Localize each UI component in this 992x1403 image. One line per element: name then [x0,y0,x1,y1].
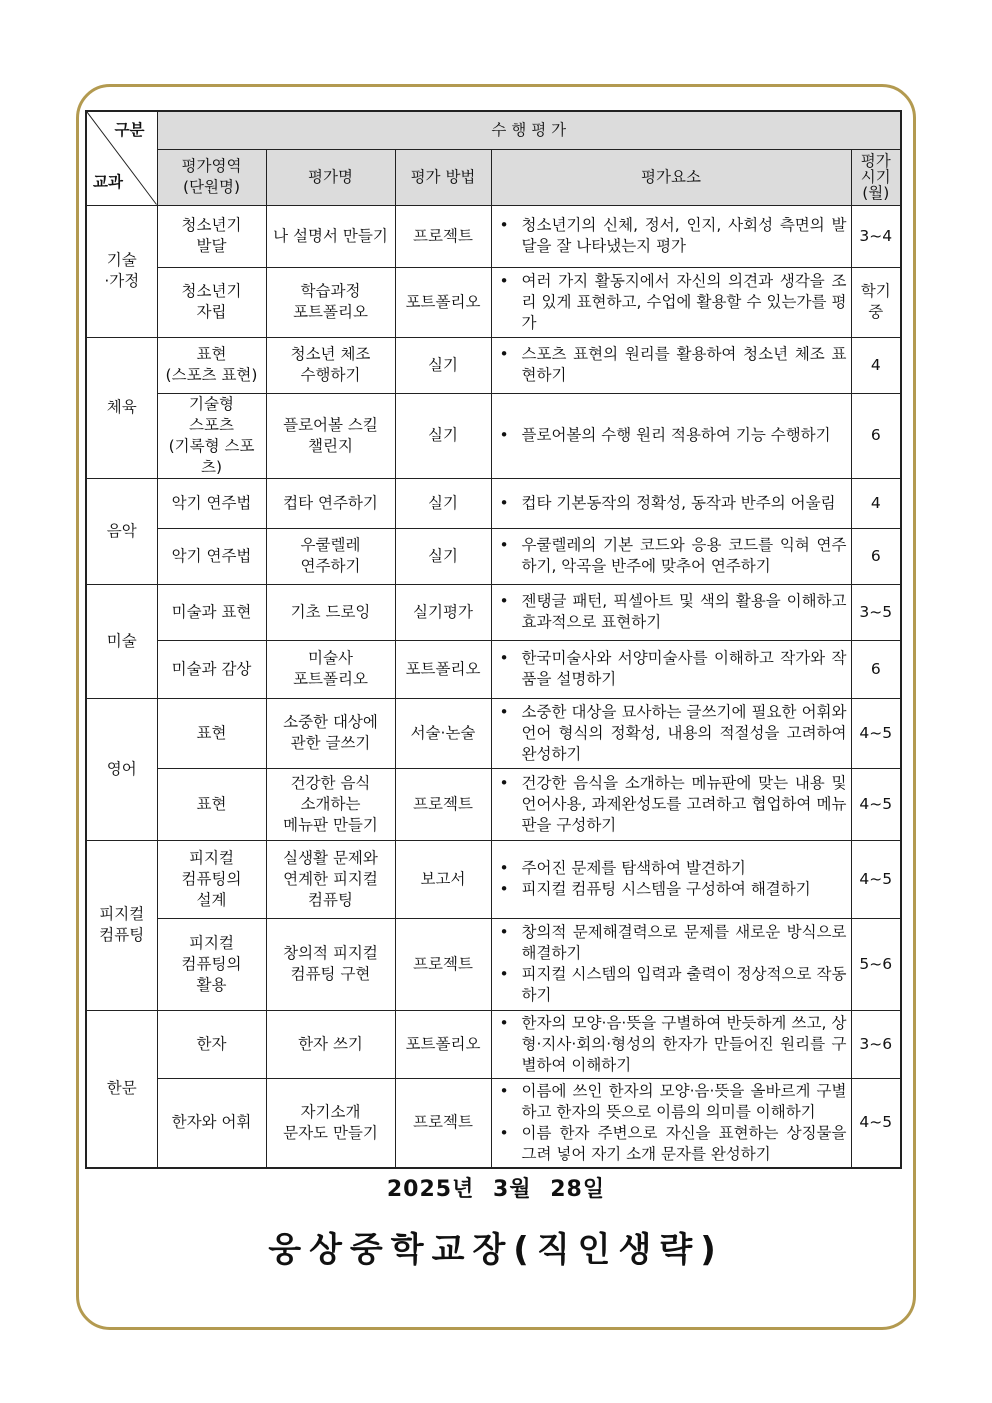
elements-list [496,1081,847,1165]
element-item: • 여러 가지 활동지에서 자신의 의견과 생각을 조리 있게 표현하고, 수업에 활용할 수 있는가를 평가 [522,271,847,334]
title-cell: 창의적 피지컬 컴퓨팅 구현 [266,918,395,1010]
title-cell: 우쿨렐레 연주하기 [266,528,395,584]
column-title: 평가명 [266,149,395,205]
element-item: • 우쿨렐레의 기본 코드와 응용 코드를 익혀 연주하기, 악곡을 반주에 맞추어 연주하기 [522,535,847,577]
element-item: • 피지컬 컴퓨팅 시스템을 구성하여 해결하기 [522,879,847,900]
element-item: • 창의적 문제해결력으로 문제를 새로운 방식으로 해결하기 [522,922,847,964]
title-cell: 미술사 포트폴리오 [266,640,395,698]
element-item: • 스포츠 표현의 원리를 활용하여 청소년 체조 표현하기 [522,344,847,386]
period-cell: 4~5 [851,768,901,840]
method-cell: 프로젝트 [395,205,491,267]
table-row [86,1010,901,1078]
element-item: • 플로어볼의 수행 원리 적용하여 기능 수행하기 [522,425,847,446]
method-cell: 보고서 [395,840,491,918]
title-cell: 플로어볼 스킬 챌린지 [266,393,395,478]
period-cell: 3~4 [851,205,901,267]
period-cell: 3~5 [851,584,901,640]
elements-cell [491,205,851,267]
period-cell: 5~6 [851,918,901,1010]
column-elements: 평가요소 [491,149,851,205]
subject-cell: 체육 [86,337,157,478]
elements-list [496,493,847,514]
area-cell: 미술과 표현 [157,584,266,640]
table-row [86,205,901,267]
element-item: • 피지컬 시스템의 입력과 출력이 정상적으로 작동하기 [522,964,847,1006]
period-cell: 4 [851,478,901,528]
title-cell: 컵타 연주하기 [266,478,395,528]
method-cell: 서술·논술 [395,698,491,768]
period-cell: 6 [851,640,901,698]
elements-cell [491,918,851,1010]
method-cell: 실기 [395,337,491,393]
elements-cell [491,528,851,584]
elements-cell [491,1078,851,1168]
elements-cell [491,478,851,528]
table-row [86,267,901,337]
elements-list [496,344,847,386]
issue-date: 2025년 3월 28일 [386,1177,606,1202]
corner-header [86,111,157,205]
element-item: • 청소년기의 신체, 정서, 인지, 사회성 측면의 발달을 잘 나타냈는지 평가 [522,215,847,257]
area-cell: 악기 연주법 [157,528,266,584]
area-cell: 피지컬 컴퓨팅의 설계 [157,840,266,918]
area-cell: 한자 [157,1010,266,1078]
elements-cell [491,337,851,393]
subject-cell: 음악 [86,478,157,584]
subject-cell: 한문 [86,1010,157,1168]
title-cell: 기초 드로잉 [266,584,395,640]
column-method: 평가 방법 [395,149,491,205]
method-cell: 프로젝트 [395,918,491,1010]
elements-list [496,773,847,836]
title-cell: 나 설명서 만들기 [266,205,395,267]
method-cell: 포트폴리오 [395,267,491,337]
elements-cell [491,840,851,918]
title-cell: 한자 쓰기 [266,1010,395,1078]
method-cell: 포트폴리오 [395,1010,491,1078]
period-cell: 3~6 [851,1010,901,1078]
elements-list [496,702,847,765]
elements-list [496,591,847,633]
area-cell: 청소년기 발달 [157,205,266,267]
title-cell: 학습과정 포트폴리오 [266,267,395,337]
method-cell: 포트폴리오 [395,640,491,698]
title-cell: 청소년 체조 수행하기 [266,337,395,393]
period-cell: 6 [851,393,901,478]
corner-top-label: 구분 [114,121,145,139]
area-cell: 청소년기 자립 [157,267,266,337]
table-row [86,698,901,768]
subject-cell: 기술 ·가정 [86,205,157,337]
corner-bottom-label: 교과 [93,172,123,191]
period-cell: 학기 중 [851,267,901,337]
title-cell: 건강한 음식 소개하는 메뉴판 만들기 [266,768,395,840]
elements-list [496,648,847,690]
element-item: • 젠탱글 패턴, 픽셀아트 및 색의 활용을 이해하고 효과적으로 표현하기 [522,591,847,633]
elements-cell [491,584,851,640]
group-header: 수 행 평 가 [157,111,901,149]
elements-list [496,535,847,577]
method-cell: 프로젝트 [395,768,491,840]
element-item: • 주어진 문제를 탐색하여 발견하기 [522,858,847,879]
elements-cell [491,640,851,698]
table-row [86,640,901,698]
elements-list [496,1013,847,1076]
title-cell: 실생활 문제와 연계한 피지컬 컴퓨팅 [266,840,395,918]
elements-cell [491,768,851,840]
method-cell: 실기평가 [395,584,491,640]
area-cell: 미술과 감상 [157,640,266,698]
period-cell: 4 [851,337,901,393]
area-cell: 악기 연주법 [157,478,266,528]
element-item: • 건강한 음식을 소개하는 메뉴판에 맞는 내용 및 언어사용, 과제완성도를 고려하고 협업하여 메뉴판을 구성하기 [522,773,847,836]
column-area: 평가영역 (단원명) [157,149,266,205]
element-item: • 한국미술사와 서양미술사를 이해하고 작가와 작품을 설명하기 [522,648,847,690]
element-item: • 한자의 모양·음·뜻을 구별하여 반듯하게 쓰고, 상형·지사·회의·형성의 한자가 만들어진 원리를 구별하여 이해하기 [522,1013,847,1076]
method-cell: 프로젝트 [395,1078,491,1168]
period-cell: 4~5 [851,840,901,918]
element-item: • 이름 한자 주변으로 자신을 표현하는 상징물을 그려 넣어 자기 소개 문자를 완성하기 [522,1123,847,1165]
table-row [86,528,901,584]
subject-cell: 영어 [86,698,157,840]
subject-cell: 미술 [86,584,157,698]
method-cell: 실기 [395,528,491,584]
area-cell: 한자와 어휘 [157,1078,266,1168]
method-cell: 실기 [395,478,491,528]
elements-cell [491,393,851,478]
table-row [86,584,901,640]
table-row [86,768,901,840]
table-row [86,918,901,1010]
area-cell: 표현 [157,698,266,768]
principal-signature: 웅상중학교장(직인생략) [268,1230,724,1270]
table-row [86,1078,901,1168]
table-row [86,478,901,528]
area-cell: 표현 [157,768,266,840]
title-cell: 소중한 대상에 관한 글쓰기 [266,698,395,768]
table-row [86,840,901,918]
table-row [86,337,901,393]
element-item: • 이름에 쓰인 한자의 모양·음·뜻을 올바르게 구별하고 한자의 뜻으로 이름의 의미를 이해하기 [522,1081,847,1123]
element-item: • 소중한 대상을 묘사하는 글쓰기에 필요한 어휘와 언어 형식의 정확성, 내용의 적절성을 고려하여 완성하기 [522,702,847,765]
elements-list [496,271,847,334]
column-period: 평가 시기 (월) [851,149,901,205]
elements-cell [491,1010,851,1078]
subject-cell: 피지컬 컴퓨팅 [86,840,157,1010]
element-item: • 컵타 기본동작의 정확성, 동작과 반주의 어울림 [522,493,847,514]
elements-list [496,215,847,257]
elements-list [496,425,847,446]
area-cell: 기술형 스포츠 (기록형 스포츠) [157,393,266,478]
area-cell: 표현 (스포츠 표현) [157,337,266,393]
period-cell: 6 [851,528,901,584]
period-cell: 4~5 [851,1078,901,1168]
method-cell: 실기 [395,393,491,478]
elements-list [496,858,847,900]
table-row [86,393,901,478]
elements-cell [491,698,851,768]
elements-list [496,922,847,1006]
assessment-table [85,110,902,1169]
area-cell: 피지컬 컴퓨팅의 활용 [157,918,266,1010]
period-cell: 4~5 [851,698,901,768]
title-cell: 자기소개 문자도 만들기 [266,1078,395,1168]
elements-cell [491,267,851,337]
